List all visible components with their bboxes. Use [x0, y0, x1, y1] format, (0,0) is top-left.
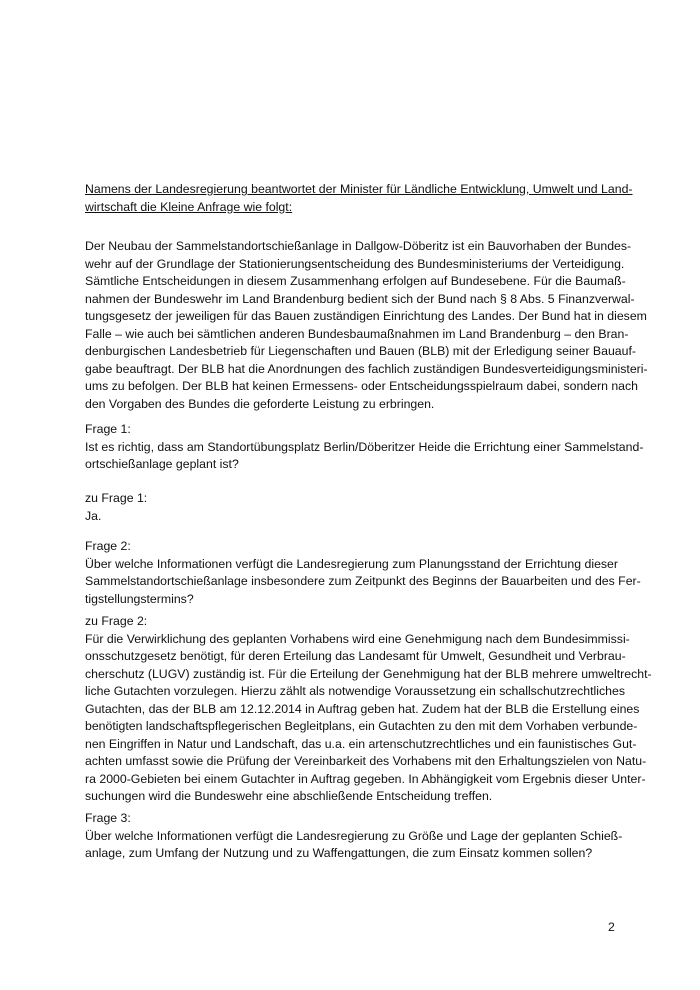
intro-paragraph: [85, 181, 633, 216]
answer-2-line: liche Gutachten vorzulegen. Hierzu zählt als notwendige Voraussetzung ein schallschutzrechtliches: [85, 684, 626, 698]
preamble-line: denburgischen Landesbetrieb für Liegenschaften und Bauen (BLB) mit der Erledigung seiner Bauauf-: [85, 344, 636, 358]
question-1-line: Ist es richtig, dass am Standortübungsplatz Berlin/Döberitzer Heide die Errichtung einer Sammelstand-: [85, 439, 644, 454]
preamble-line: gabe beauftragt. Der BLB hat die Anordnungen des fachlich zuständigen Bundesverteidigungsministeri-: [85, 361, 648, 376]
preamble-line: tungsgesetz der jeweiligen für das Bauen zuständigen Einrichtung des Landes. Der Bund hat in diesem: [85, 309, 647, 323]
intro-line: Namens der Landesregierung beantwortet der Minister für Ländliche Entwicklung, Umwelt und Land-: [85, 182, 633, 196]
question-2-line: Sammelstandortschießanlage insbesondere zum Zeitpunkt des Beginns der Bauarbeiten und des Fer-: [85, 574, 641, 588]
answer-2-line: nen Eingriffen in Natur und Landschaft, das u.a. ein artenschutzrechtliches und ein faunistisches Gut-: [85, 736, 637, 751]
preamble-line: nahmen der Bundeswehr im Land Brandenburg bedient sich der Bund nach § 8 Abs. 5 Finanzverwal-: [85, 291, 635, 306]
answer-2-line: ra 2000-Gebieten bei einem Gutachter in Auftrag gegeben. In Abhängigkeit vom Ergebnis dieser Unter-: [85, 771, 646, 786]
preamble-line: wehr auf der Grundlage der Stationierungsentscheidung des Bundesministeriums der Verteidigung.: [85, 256, 625, 271]
question-3-line: Über welche Informationen verfügt die Landesregierung zu Größe und Lage der geplanten Schieß-: [85, 828, 623, 843]
question-1: [85, 421, 644, 474]
answer-2-line: Gutachten, das der BLB am 12.12.2014 in Auftrag geben hat. Zudem hat der BLB die Erstellung eines: [85, 701, 640, 716]
answer-1-label: zu Frage 1:: [85, 491, 148, 505]
question-2-label: Frage 2:: [85, 539, 131, 553]
question-2: [85, 538, 641, 608]
question-2-line: Über welche Informationen verfügt die Landesregierung zum Planungsstand der Errichtung dieser: [85, 556, 618, 571]
answer-2-line: benötigten landschaftspflegerischen Begleitplans, ein Gutachten zu den mit dem Vorhaben verbunde-: [85, 719, 638, 733]
answer-1-line: Ja.: [85, 508, 102, 523]
intro-line: wirtschaft die Kleine Anfrage wie folgt:: [85, 199, 293, 214]
question-1-line: ortschießanlage geplant ist?: [85, 457, 239, 471]
answer-2: [85, 613, 652, 806]
preamble-line: Falle – wie auch bei sämtlichen anderen Bundesbaumaßnahmen im Land Brandenburg – den Bran-: [85, 326, 629, 341]
question-3-label: Frage 3:: [85, 811, 131, 825]
preamble-line: den Vorgaben des Bundes die geforderte Leistung zu erbringen.: [85, 396, 435, 411]
answer-2-line: onsschutzgesetz benötigt, für deren Erteilung das Landesamt für Umwelt, Gesundheit und Verbrau-: [85, 649, 626, 663]
answer-2-line: suchungen wird die Bundeswehr eine abschließende Entscheidung treffen.: [85, 789, 493, 803]
answer-2-label: zu Frage 2:: [85, 614, 148, 628]
page-number: 2: [608, 920, 615, 934]
preamble-line: Der Neubau der Sammelstandortschießanlage in Dallgow-Döberitz ist ein Bauvorhaben der Bundes-: [85, 239, 632, 253]
question-3: [85, 810, 623, 863]
question-2-line: tigstellungstermins?: [85, 591, 194, 606]
answer-2-line: cherschutz (LUGV) zuständig ist. Für die Erteilung der Genehmigung hat der BLB mehrere umweltrecht-: [85, 666, 652, 681]
answer-2-line: achten umfasst sowie die Prüfung der Vereinbarkeit des Vorhabens mit den Erhaltungszielen von Natu-: [85, 754, 647, 768]
answer-2-line: Für die Verwirklichung des geplanten Vorhabens wird eine Genehmigung nach dem Bundesimmissi-: [85, 631, 630, 646]
preamble-paragraph: [85, 238, 648, 413]
question-1-label: Frage 1:: [85, 422, 131, 436]
preamble-line: Sämtliche Entscheidungen in diesem Zusammenhang erfolgen auf Bundesebene. Für die Baumaß-: [85, 274, 626, 288]
answer-1: [85, 490, 618, 525]
preamble-line: ums zu befolgen. Der BLB hat keinen Ermessens- oder Entscheidungsspielraum dabei, sondern nach: [85, 379, 638, 393]
question-3-line: anlage, zum Umfang der Nutzung und zu Waffengattungen, die zum Einsatz kommen sollen?: [85, 846, 593, 860]
